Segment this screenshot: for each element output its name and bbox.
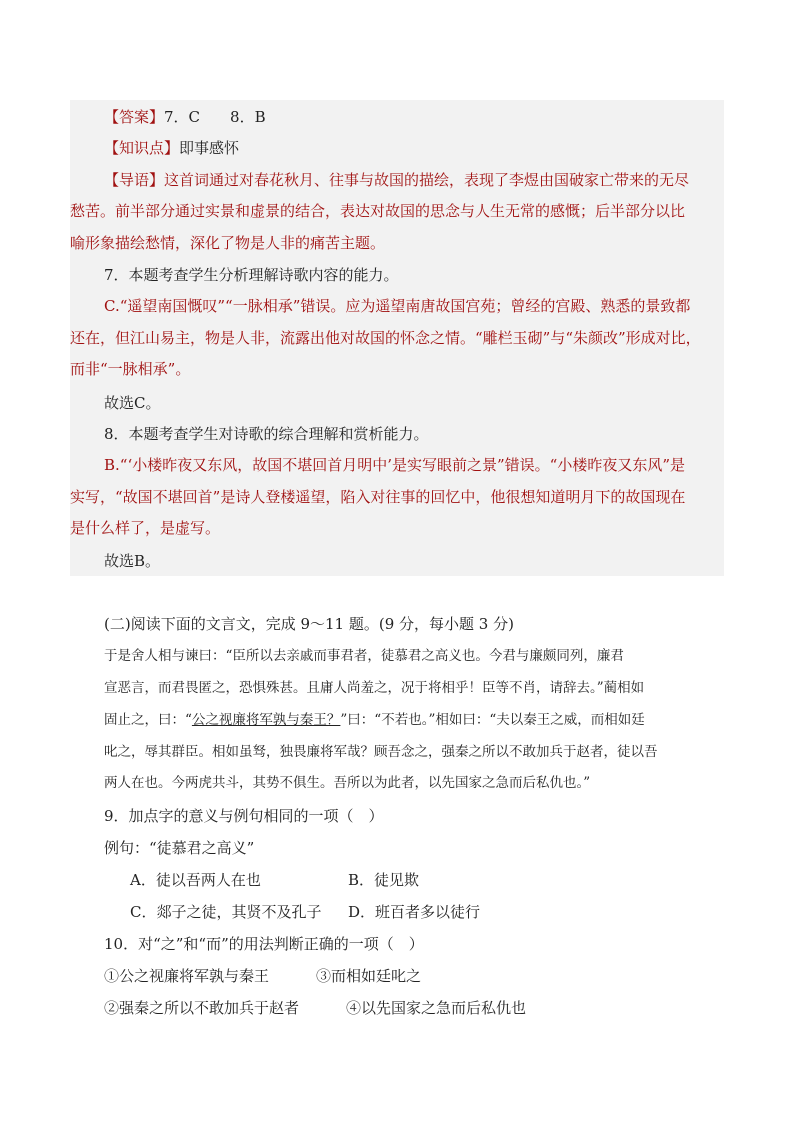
- q9-option-b: B．徒见欺: [348, 871, 420, 889]
- passage-line-4: 叱之，辱其群臣。相如虽驽，独畏廉将军哉？顾吾念之，强秦之所以不敢加兵于赵者，徒以吾: [104, 744, 658, 760]
- q9-example: 例句：“徒慕君之高义”: [104, 839, 255, 857]
- knowledge-line: [104, 138, 239, 158]
- passage-line-2: 宣恶言，而君畏匿之，恐惧殊甚。且庸人尚羞之，况于将相乎！臣等不肖，请辞去。”蔺相如: [104, 680, 645, 696]
- q7-title: 7．本题考查学生分析理解诗歌内容的能力。: [104, 266, 399, 284]
- q7-line-3: 而非“一脉相承”。: [70, 360, 191, 378]
- underlined-sentence: 公之视廉将军孰与秦王？: [191, 712, 341, 728]
- passage-line-5: 两人在也。今两虎共斗，其势不俱生。吾所以为此者，以先国家之急而后私仇也。”: [104, 775, 591, 791]
- q7-line-1: C.“遥望南国慨叹”“一脉相承”错误。应为遥望南唐故国宫苑；曾经的宫殿、熟悉的景致都: [104, 297, 691, 315]
- q10-item-3: ③而相如廷叱之: [316, 967, 422, 985]
- section2-heading: (二)阅读下面的文言文，完成 9～11 题。(9 分，每小题 3 分): [104, 615, 514, 633]
- q9-option-a: A．徒以吾两人在也: [130, 871, 261, 889]
- knowledge-label: 【知识点】: [104, 139, 180, 157]
- guide-label: 【导语】: [104, 171, 165, 189]
- passage-line-3-post: ”曰：“不若也。”相如曰：“夫以秦王之威，而相如廷: [340, 712, 645, 728]
- q7-line-2: 还在，但江山易主，物是人非，流露出他对故国的怀念之情。“雕栏玉砌”与“朱颜改”形成对比，: [70, 329, 701, 347]
- q10-stem: 10．对“之”和“而”的用法判断正确的一项（ ）: [104, 935, 424, 953]
- q9-option-c: C．郯子之徒，其贤不及孔子: [130, 903, 322, 921]
- q8-line-1: B.“‘小楼昨夜又东风，故国不堪回首月明中’是实写眼前之景”错误。“小楼昨夜又东风”是: [104, 456, 686, 474]
- q8-line-2: 实写，“故国不堪回首”是诗人登楼遥望，陷入对往事的回忆中，他很想知道明月下的故国现在: [70, 488, 686, 506]
- q8-title: 8．本题考查学生对诗歌的综合理解和赏析能力。: [104, 425, 429, 443]
- q7-choice: 故选C。: [104, 394, 161, 412]
- q9-stem: 9．加点字的意义与例句相同的一项（ ）: [104, 807, 384, 825]
- q8-line-3: 是什么样了，是虚写。: [70, 519, 221, 537]
- q9-option-d: D．班百者多以徒行: [348, 903, 481, 921]
- guide-line-1: [104, 170, 689, 190]
- guide-text-1: 这首词通过对春花秋月、往事与故国的描绘，表现了李煜由国破家亡带来的无尽: [164, 171, 690, 189]
- passage-line-3-pre: 固止之，曰：“: [104, 712, 192, 728]
- q10-item-1: ①公之视廉将军孰与秦王: [104, 967, 270, 985]
- passage-line-1: 于是舍人相与谏曰：“臣所以去亲戚而事君者，徒慕君之高义也。今君与廉颇同列，廉君: [104, 648, 624, 664]
- q10-item-4: ④以先国家之急而后私仇也: [346, 999, 527, 1017]
- answer-label: 【答案】: [104, 108, 165, 126]
- passage-line-3: [104, 710, 645, 730]
- guide-line-2: 愁苦。前半部分通过实景和虚景的结合，表达对故国的思念与人生无常的感慨；后半部分以比: [70, 202, 686, 220]
- answer-text: 7．C 8．B: [164, 108, 266, 126]
- knowledge-text: 即事感怀: [179, 139, 240, 157]
- answer-line: [104, 107, 266, 127]
- q8-choice: 故选B。: [104, 552, 161, 570]
- q10-item-2: ②强秦之所以不敢加兵于赵者: [104, 999, 300, 1017]
- guide-line-3: 喻形象描绘愁情，深化了物是人非的痛苦主题。: [70, 234, 386, 252]
